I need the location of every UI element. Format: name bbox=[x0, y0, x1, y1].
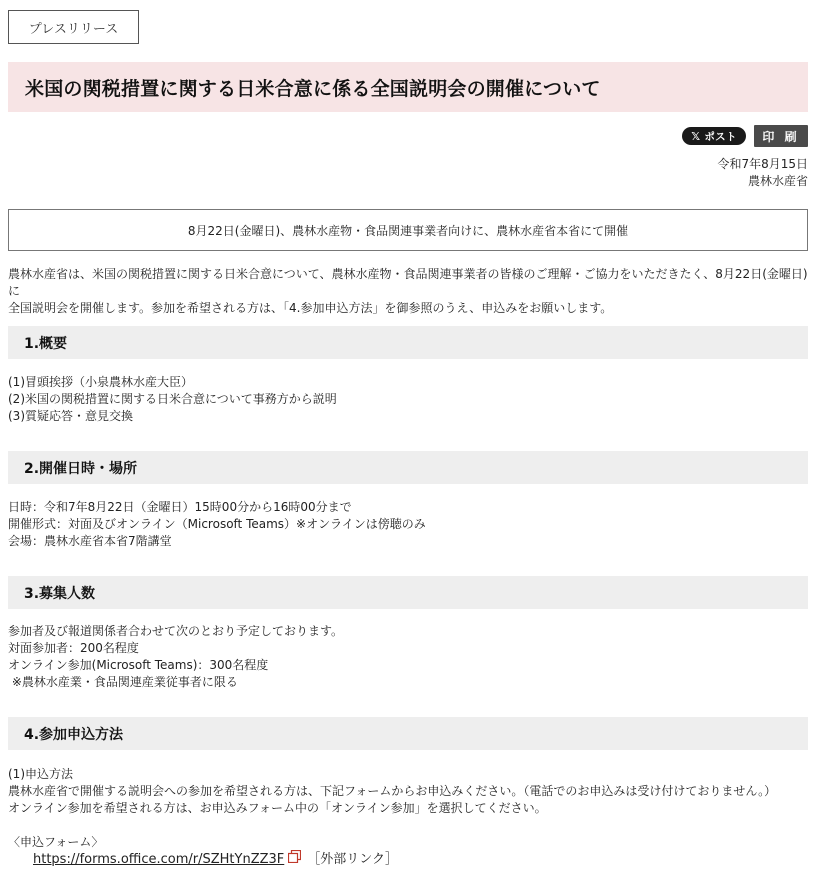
list-item: 参加者及び報道関係者合わせて次のとおり予定しております。 bbox=[8, 624, 344, 638]
press-release-label: プレスリリース bbox=[8, 10, 139, 44]
section-body-datetime bbox=[8, 499, 808, 550]
list-item: オンライン参加(Microsoft Teams)：300名程度 bbox=[8, 658, 269, 672]
section-body-capacity bbox=[8, 623, 808, 691]
list-item: (2)米国の関税措置に関する日米合意について事務方から説明 bbox=[8, 392, 337, 406]
section-heading-application: 4.参加申込方法 bbox=[8, 717, 808, 750]
list-item: ※農林水産業・食品関連産業従事者に限る bbox=[8, 675, 238, 689]
x-post-label: ポスト bbox=[704, 130, 737, 143]
intro-line: 全国説明会を開催します。参加を希望される方は、「4.参加申込方法」を御参照のうえ、申込みをお願いします。 bbox=[8, 301, 613, 315]
section-heading-datetime: 2.開催日時・場所 bbox=[8, 451, 808, 484]
section-body-overview bbox=[8, 374, 808, 425]
list-item: オンライン参加を希望される方は、お申込みフォーム中の「オンライン参加」を選択してください。 bbox=[8, 801, 547, 815]
list-item bbox=[8, 817, 808, 834]
form-heading: 〈申込フォーム〉 bbox=[8, 835, 104, 849]
intro-text bbox=[8, 266, 808, 317]
list-item: 開催形式：対面及びオンライン（Microsoft Teams）※オンラインは傍聴のみ bbox=[8, 517, 426, 531]
list-item: (1)冒頭挨拶（小泉農林水産大臣） bbox=[8, 375, 193, 389]
page-title: 米国の関税措置に関する日米合意に係る全国説明会の開催について bbox=[8, 62, 808, 112]
print-button[interactable]: 印 刷 bbox=[754, 125, 808, 147]
list-item: 農林水産省で開催する説明会への参加を希望される方は、下記フォームからお申込みください。（電話でのお申込みは受け付けておりません。） bbox=[8, 784, 777, 798]
release-meta bbox=[717, 156, 808, 190]
section-heading-capacity: 3.募集人数 bbox=[8, 576, 808, 609]
list-item: 日時：令和7年8月22日（金曜日）15時00分から16時00分まで bbox=[8, 500, 352, 514]
list-item: 会場：農林水産省本省7階講堂 bbox=[8, 534, 172, 548]
list-item: (1)申込方法 bbox=[8, 767, 73, 781]
section-heading-overview: 1.概要 bbox=[8, 326, 808, 359]
list-item: 対面参加者：200名程度 bbox=[8, 641, 139, 655]
release-date: 令和7年8月15日 bbox=[717, 157, 808, 171]
list-item: (3)質疑応答・意見交換 bbox=[8, 409, 133, 423]
x-post-button[interactable] bbox=[682, 127, 746, 145]
section-body-application bbox=[8, 766, 808, 851]
summary-box: 8月22日(金曜日)、農林水産物・食品関連事業者向けに、農林水産省本省にて開催 bbox=[8, 209, 808, 251]
application-form-link[interactable]: https://forms.office.com/r/SZHtYnZZ3F bbox=[33, 851, 285, 867]
external-link-icon bbox=[288, 850, 301, 868]
intro-line: 農林水産省は、米国の関税措置に関する日米合意について、農林水産物・食品関連事業者の皆様のご理解・ご協力をいただきたく、8月22日(金曜日)に bbox=[8, 267, 808, 298]
ministry-name: 農林水産省 bbox=[747, 174, 808, 188]
x-logo-icon: 𝕏 bbox=[691, 129, 701, 143]
external-link-label: ［外部リンク］ bbox=[307, 851, 399, 867]
application-form-link-row bbox=[33, 850, 398, 868]
